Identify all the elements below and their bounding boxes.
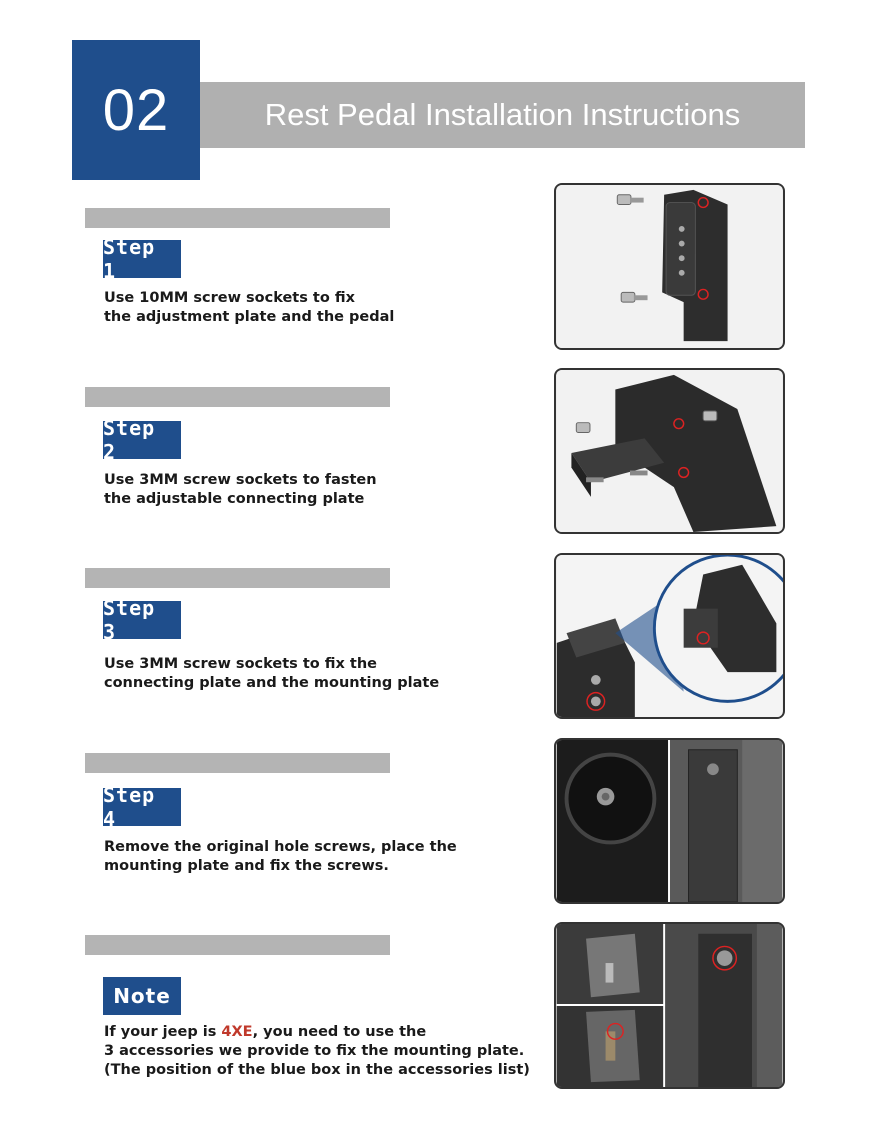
step-3-line-2: connecting plate and the mounting plate xyxy=(104,675,440,691)
step-2-line-1: Use 3MM screw sockets to fasten xyxy=(104,472,377,488)
section-divider xyxy=(85,935,390,955)
step-3-line-1: Use 3MM screw sockets to fix the xyxy=(104,656,378,672)
page-title: Rest Pedal Installation Instructions xyxy=(200,82,805,148)
section-divider xyxy=(85,753,390,773)
section-divider xyxy=(85,568,390,588)
step-3-text xyxy=(104,655,524,693)
step-2-illustration xyxy=(556,370,783,532)
section-divider xyxy=(85,387,390,407)
step-1-text xyxy=(104,289,524,327)
step-1-illustration xyxy=(556,185,783,348)
note-line-2: 3 accessories we provide to fix the mounting plate. xyxy=(104,1043,525,1059)
note-text xyxy=(104,1023,544,1080)
step-2-badge: Step 2 xyxy=(103,421,181,459)
step-4-illustration xyxy=(556,740,783,902)
note-line-1-prefix: If your jeep is xyxy=(104,1024,222,1040)
step-3-image xyxy=(554,553,785,719)
step-4-text xyxy=(104,838,524,876)
step-4-badge: Step 4 xyxy=(103,788,181,826)
step-3-illustration xyxy=(556,555,783,717)
section-divider xyxy=(85,208,390,228)
note-line-1 xyxy=(104,1023,544,1042)
step-3-badge: Step 3 xyxy=(103,601,181,639)
step-1-line-2: the adjustment plate and the pedal xyxy=(104,309,395,325)
step-4-line-2: mounting plate and fix the screws. xyxy=(104,858,389,874)
step-2-text xyxy=(104,471,524,509)
note-line-3: (The position of the blue box in the accessories list) xyxy=(104,1062,530,1078)
step-4-line-1: Remove the original hole screws, place the xyxy=(104,839,457,855)
note-illustration xyxy=(556,924,783,1087)
step-1-badge: Step 1 xyxy=(103,240,181,278)
step-2-image xyxy=(554,368,785,534)
note-highlight: 4XE xyxy=(221,1024,253,1040)
step-4-image xyxy=(554,738,785,904)
section-number: 02 xyxy=(72,40,200,180)
step-2-line-2: the adjustable connecting plate xyxy=(104,491,365,507)
note-badge: Note xyxy=(103,977,181,1015)
note-line-1-suffix: , you need to use the xyxy=(252,1024,427,1040)
step-1-image xyxy=(554,183,785,350)
step-1-line-1: Use 10MM screw sockets to fix xyxy=(104,290,355,306)
note-image xyxy=(554,922,785,1089)
